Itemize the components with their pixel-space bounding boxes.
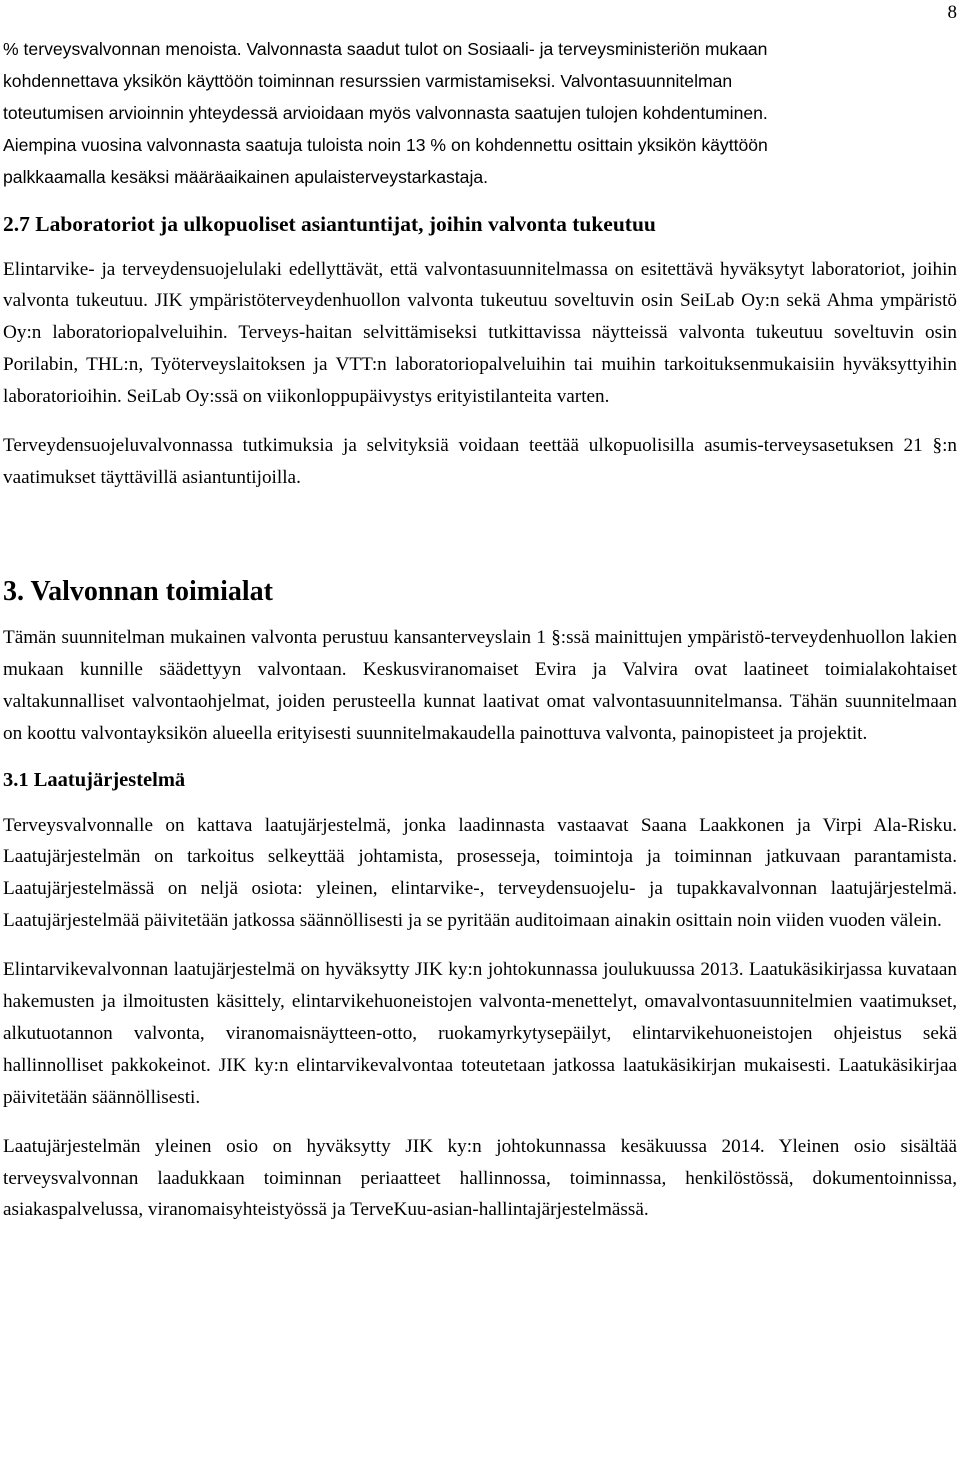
paragraph-supervision-areas: Tämän suunnitelman mukainen valvonta perustuu kansanterveyslain 1 §:ssä mainittujen ympäristö-terveydenhuollon lakien mukaan kunnille säädettyyn valvontaan. Keskusviranomaiset Evira ja Valvira ovat laatineet toimialakohtaiset valtakunnalliset valvontaohjelmat, joiden perusteella kunnat laativat omat valvontasuunnitelmansa. Tähän suunnitelmaan on koottu valvontayksikön alueella erityisesti suunnitelmakaudella painottuva valvonta, painopisteet ja projektit. xyxy=(3,626,957,744)
paragraph-general-section: Laatujärjestelmän yleinen osio on hyväksytty JIK ky:n johtokunnassa kesäkuussa 2014. Yleinen osio sisältää terveysvalvonnan laadukkaan toiminnan periaatteet hallinnossa, toiminnassa, henkilöstössä, dokumentoinnissa, asiakaspalvelussa, viranomaisyhteistyössä ja TerveKuu-asian-hallintajärjestelmässä. xyxy=(3,1135,957,1221)
text-line: % terveysvalvonnan menoista. Valvonnasta saadut tulot on Sosiaali- ja terveysministeriön mukaan xyxy=(3,39,768,59)
page-content xyxy=(3,34,957,1226)
page-number: 8 xyxy=(947,2,957,23)
paragraph-quality-system: Terveysvalvonnalle on kattava laatujärjestelmä, jonka laadinnasta vastaavat Saana Laakkonen ja Virpi Ala-Risku. Laatujärjestelmän on tarkoitus selkeyttää johtamista, prosesseja, toimintoja ja toiminnan jatkuvaan parantamista. Laatujärjestelmässä on neljä osiota: yleinen, elintarvike-, terveydensuojelu- ja tupakkavalvonnan laatujärjestelmä. Laatujärjestelmää päivitetään jatkossa säännöllisesti ja se pyritään auditoimaan ainakin osittain noin viiden vuoden välein. xyxy=(3,814,957,932)
top-paragraph xyxy=(3,34,957,194)
text-line: Aiempina vuosina valvonnasta saatuja tuloista noin 13 % on kohdennettu osittain yksikön käyttöön xyxy=(3,134,768,155)
paragraph-food-quality-system: Elintarvikevalvonnan laatujärjestelmä on hyväksytty JIK ky:n johtokunnassa joulukuussa 2013. Laatukäsikirjassa kuvataan hakemusten ja ilmoitusten käsittely, elintarvikehuoneistojen valvonta-menettelyt, omavalvontasuunnitelmien vaatimukset, alkutuotannon valvonta, viranomaisnäytteen-otto, ruokamyrkytysepäilyt, elintarvikehuoneistojen ohjeistus sekä hallinnolliset pakkokeinot. JIK ky:n elintarvikevalvontaa toteutetaan jatkossa laatukäsikirjan mukaisesti. Laatukäsikirjaa päivitetään säännöllisesti. xyxy=(3,959,957,1108)
section-heading-3: 3. Valvonnan toimialat xyxy=(3,575,273,607)
text-line: palkkaamalla kesäksi määräaikainen apulaisterveystarkastaja. xyxy=(3,166,489,187)
section-heading-2-7: 2.7 Laboratoriot ja ulkopuoliset asiantuntijat, joihin valvonta tukeutuu xyxy=(3,211,656,236)
text-line: kohdennettava yksikön käyttöön toiminnan resurssien varmistamiseksi. Valvontasuunnitelman xyxy=(3,70,733,91)
section-heading-3-1: 3.1 Laatujärjestelmä xyxy=(3,768,186,791)
paragraph-laboratories: Elintarvike- ja terveydensuojelulaki edellyttävät, että valvontasuunnitelmassa on esitettävä hyväksytyt laboratoriot, joihin valvonta tukeutuu. JIK ympäristöterveydenhuollon valvonta tukeutuu soveltuvin osin SeiLab Oy:n sekä Ahma ympäristö Oy:n laboratoriopalveluihin. Terveys-haitan selvittämiseksi tutkittavissa näytteissä valvonta tukeutuu soveltuvin osin Porilabin, THL:n, Työterveyslaitoksen ja VTT:n laboratoriopalveluihin tai muihin tarkoituksenmukaisiin hyväksyttyihin laboratorioihin. SeiLab Oy:ssä on viikonloppupäivystys erityistilanteita varten. xyxy=(3,258,957,408)
paragraph-external-experts: Terveydensuojeluvalvonnassa tutkimuksia ja selvityksiä voidaan teettää ulkopuolisilla asumis-terveysasetuksen 21 §:n vaatimukset täyttävillä asiantuntijoilla. xyxy=(3,435,957,488)
text-line: toteutumisen arvioinnin yhteydessä arvioidaan myös valvonnasta saatujen tulojen kohdentuminen. xyxy=(3,102,768,123)
